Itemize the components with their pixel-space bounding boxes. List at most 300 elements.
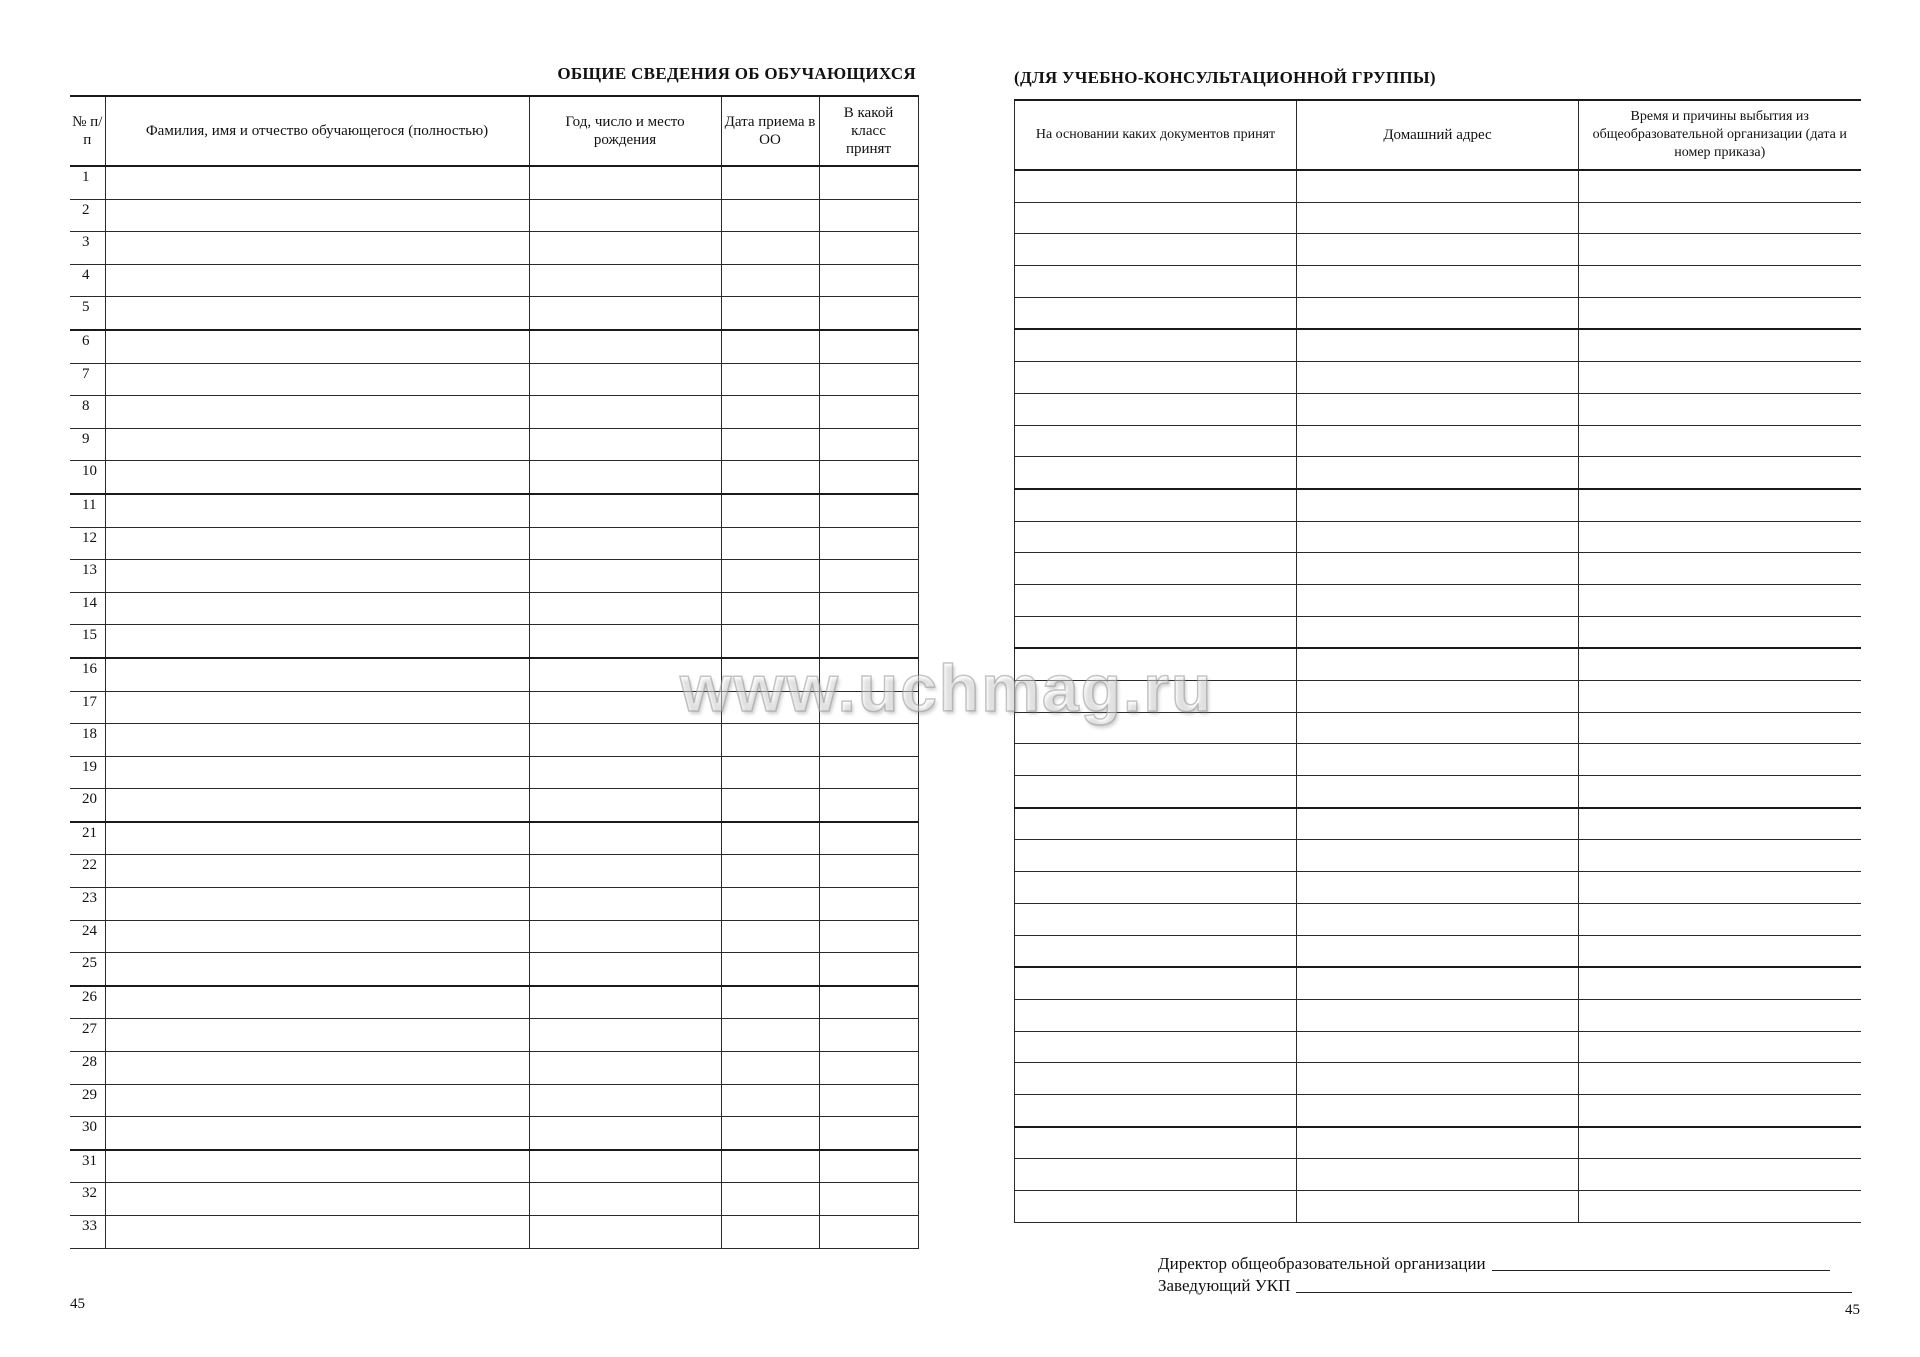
director-signature-blank [1492,1269,1830,1271]
table-cell [1579,967,1861,999]
table-cell [105,396,529,429]
table-cell [105,428,529,461]
table-cell [1015,425,1297,457]
table-cell [1579,999,1861,1031]
row-number: 5 [70,297,105,330]
table-cell [529,1117,721,1150]
table-cell [1015,616,1297,648]
table-row [70,592,918,625]
row-number: 24 [70,920,105,953]
table-cell [1297,329,1579,361]
table-cell [1579,425,1861,457]
table-cell [1297,1094,1579,1126]
table-row [70,724,918,757]
table-cell [1579,1159,1861,1191]
table-cell [819,1183,918,1216]
table-row [1015,935,1861,967]
table-cell [819,986,918,1019]
table-cell [1015,776,1297,808]
table-row [1015,266,1861,298]
table-row [1015,202,1861,234]
table-cell [819,658,918,691]
table-cell [1579,840,1861,872]
table-cell [721,232,819,265]
table-cell [1579,362,1861,394]
table-cell [1297,362,1579,394]
table-cell [721,396,819,429]
table-cell [105,1019,529,1052]
table-cell [1297,489,1579,521]
table-cell [819,756,918,789]
table-cell [105,1183,529,1216]
table-cell [105,264,529,297]
row-number: 28 [70,1052,105,1085]
table-cell [1579,776,1861,808]
table-cell [1579,1063,1861,1095]
table-cell [1297,872,1579,904]
row-number: 33 [70,1216,105,1249]
column-header: На основании каких документов принят [1015,100,1297,170]
row-number: 22 [70,855,105,888]
table-cell [105,494,529,527]
table-row [70,1019,918,1052]
watermark-text: www.uchmag.ru [680,651,1214,725]
table-row [1015,1127,1861,1159]
row-number: 18 [70,724,105,757]
row-number: 2 [70,199,105,232]
table-cell [819,461,918,494]
table-cell [1579,616,1861,648]
table-cell [721,658,819,691]
row-number: 1 [70,166,105,199]
table-row [70,1216,918,1249]
table-cell [529,1216,721,1249]
row-number: 20 [70,789,105,822]
table-cell [105,527,529,560]
table-cell [721,428,819,461]
right-page-number: 45 [1845,1302,1860,1318]
table-cell [105,1216,529,1249]
table-cell [1297,712,1579,744]
table-cell [1297,393,1579,425]
table-cell [529,855,721,888]
table-cell [529,592,721,625]
table-cell [1297,266,1579,298]
table-row [1015,489,1861,521]
row-number: 12 [70,527,105,560]
table-cell [1015,744,1297,776]
table-row [70,789,918,822]
table-cell [529,789,721,822]
column-header: Год, число и место рождения [529,96,721,166]
table-cell [819,1216,918,1249]
table-cell [721,166,819,199]
table-cell [529,461,721,494]
table-cell [529,1084,721,1117]
table-cell [105,1084,529,1117]
table-cell [1015,362,1297,394]
table-header-row [1015,100,1861,170]
table-cell [721,1052,819,1085]
table-cell [529,560,721,593]
table-row [70,199,918,232]
table-row [70,166,918,199]
table-cell [819,527,918,560]
table-row [70,822,918,855]
table-row [70,1183,918,1216]
table-cell [1297,202,1579,234]
table-cell [721,953,819,986]
table-cell [721,724,819,757]
table-cell [819,264,918,297]
table-cell [819,953,918,986]
table-cell [529,953,721,986]
table-cell [529,888,721,921]
table-row [1015,170,1861,202]
table-cell [529,691,721,724]
table-cell [1015,681,1297,713]
row-number: 3 [70,232,105,265]
table-cell [1297,999,1579,1031]
table-row [1015,425,1861,457]
table-cell [721,789,819,822]
table-cell [1015,553,1297,585]
table-cell [529,986,721,1019]
table-cell [105,855,529,888]
row-number: 31 [70,1150,105,1183]
table-cell [819,396,918,429]
table-row [70,986,918,1019]
table-cell [1579,872,1861,904]
table-cell [819,822,918,855]
table-cell [721,330,819,363]
table-row [70,1052,918,1085]
table-cell [819,330,918,363]
table-cell [1015,234,1297,266]
table-row [70,494,918,527]
table-cell [105,1150,529,1183]
table-cell [1297,967,1579,999]
table-cell [1015,297,1297,329]
table-cell [721,1084,819,1117]
table-cell [819,1084,918,1117]
table-cell [819,592,918,625]
left-page-title: ОБЩИЕ СВЕДЕНИЯ ОБ ОБУЧАЮЩИХСЯ [557,64,916,83]
column-header: Время и причины выбытия из общеобразовательной организации (дата и номер приказа) [1579,100,1861,170]
table-cell [1579,553,1861,585]
table-row [1015,1094,1861,1126]
table-cell [1297,553,1579,585]
table-cell [721,1216,819,1249]
table-row [70,953,918,986]
table-cell [1297,457,1579,489]
table-cell [1015,1063,1297,1095]
table-cell [1015,808,1297,840]
table-cell [1297,170,1579,202]
table-cell [1297,1127,1579,1159]
table-cell [721,363,819,396]
right-page-title: (ДЛЯ УЧЕБНО-КОНСУЛЬТАЦИОННОЙ ГРУППЫ) [1014,68,1436,87]
table-cell [1015,967,1297,999]
table-cell [1297,808,1579,840]
table-row [70,264,918,297]
table-cell [105,986,529,1019]
table-cell [1579,808,1861,840]
table-cell [721,560,819,593]
column-header: № п/п [70,96,105,166]
students-info-table [70,95,919,1249]
table-cell [819,363,918,396]
table-cell [1579,234,1861,266]
table-row [1015,1063,1861,1095]
table-cell [1015,1159,1297,1191]
head-signature-label: Заведующий УКП [1158,1276,1291,1295]
table-cell [1579,266,1861,298]
table-cell [529,920,721,953]
table-cell [819,232,918,265]
table-cell [819,428,918,461]
row-number: 9 [70,428,105,461]
table-cell [105,592,529,625]
table-cell [1579,1191,1861,1223]
table-row [70,428,918,461]
table-cell [819,1117,918,1150]
table-cell [1297,297,1579,329]
table-row [70,461,918,494]
table-cell [105,888,529,921]
row-number: 29 [70,1084,105,1117]
table-cell [529,527,721,560]
row-number: 4 [70,264,105,297]
director-signature-label: Директор общеобразовательной организации [1158,1254,1486,1273]
table-cell [1015,266,1297,298]
table-cell [105,756,529,789]
head-signature-line [1158,1276,1852,1296]
table-cell [1297,935,1579,967]
table-row [1015,776,1861,808]
table-row [1015,553,1861,585]
table-cell [1579,1127,1861,1159]
table-cell [721,1019,819,1052]
table-cell [721,1117,819,1150]
table-cell [1015,489,1297,521]
table-cell [1297,681,1579,713]
table-row [1015,393,1861,425]
table-row [1015,999,1861,1031]
table-row [1015,1031,1861,1063]
table-cell [529,1150,721,1183]
table-cell [721,199,819,232]
table-row [1015,1191,1861,1223]
table-cell [529,1183,721,1216]
table-row [1015,967,1861,999]
table-cell [105,789,529,822]
table-cell [105,330,529,363]
table-cell [721,691,819,724]
table-cell [529,428,721,461]
table-row [1015,840,1861,872]
table-cell [1015,521,1297,553]
table-cell [105,658,529,691]
table-row [1015,521,1861,553]
table-cell [529,625,721,658]
table-row [1015,903,1861,935]
table-header-row [70,96,918,166]
table-cell [1015,648,1297,680]
table-cell [819,1019,918,1052]
table-row [70,297,918,330]
row-number: 27 [70,1019,105,1052]
table-cell [819,166,918,199]
table-cell [1579,584,1861,616]
table-cell [721,494,819,527]
table-cell [1297,1031,1579,1063]
table-cell [1015,393,1297,425]
row-number: 32 [70,1183,105,1216]
table-cell [721,855,819,888]
column-header: В какой класс принят [819,96,918,166]
table-cell [721,756,819,789]
table-row [70,855,918,888]
table-cell [1579,457,1861,489]
table-cell [105,297,529,330]
table-cell [529,1019,721,1052]
table-row [70,363,918,396]
column-header: Дата приема в ОО [721,96,819,166]
table-cell [1579,935,1861,967]
table-cell [105,232,529,265]
table-cell [721,264,819,297]
table-cell [1297,776,1579,808]
table-cell [819,494,918,527]
table-cell [1015,1127,1297,1159]
table-row [70,658,918,691]
row-number: 17 [70,691,105,724]
table-row [1015,329,1861,361]
table-cell [1579,648,1861,680]
table-cell [721,527,819,560]
table-cell [105,199,529,232]
table-row [70,232,918,265]
table-cell [1015,872,1297,904]
table-cell [1297,648,1579,680]
table-cell [529,166,721,199]
table-cell [819,297,918,330]
table-cell [105,920,529,953]
table-cell [529,724,721,757]
table-cell [819,560,918,593]
table-cell [529,494,721,527]
head-signature-blank [1296,1291,1852,1293]
table-cell [1579,712,1861,744]
table-row [1015,234,1861,266]
table-cell [1015,584,1297,616]
table-row [1015,744,1861,776]
table-row [1015,297,1861,329]
table-cell [819,855,918,888]
table-row [70,330,918,363]
table-cell [1297,1159,1579,1191]
table-cell [721,297,819,330]
table-row [1015,712,1861,744]
column-header: Фамилия, имя и отчество обучающегося (полностью) [105,96,529,166]
row-number: 16 [70,658,105,691]
table-cell [1579,297,1861,329]
table-cell [105,724,529,757]
table-row [70,1084,918,1117]
table-cell [1579,489,1861,521]
row-number: 30 [70,1117,105,1150]
table-cell [819,724,918,757]
row-number: 10 [70,461,105,494]
table-row [70,888,918,921]
table-cell [1579,681,1861,713]
table-cell [1015,935,1297,967]
table-cell [1579,744,1861,776]
table-cell [1297,840,1579,872]
table-cell [105,461,529,494]
row-number: 15 [70,625,105,658]
table-row [1015,872,1861,904]
table-cell [1015,712,1297,744]
table-cell [721,592,819,625]
table-row [70,527,918,560]
table-row [70,625,918,658]
table-cell [721,1183,819,1216]
table-cell [1015,170,1297,202]
director-signature-line [1158,1254,1830,1274]
table-cell [105,953,529,986]
left-page-number: 45 [70,1296,85,1312]
table-cell [529,396,721,429]
table-cell [529,756,721,789]
table-cell [721,1150,819,1183]
table-row [70,756,918,789]
table-cell [1297,521,1579,553]
table-row [70,1150,918,1183]
table-row [70,1117,918,1150]
table-row [1015,362,1861,394]
table-cell [1297,584,1579,616]
table-cell [1579,521,1861,553]
table-cell [819,920,918,953]
table-cell [529,822,721,855]
table-cell [1015,1031,1297,1063]
column-header: Домашний адрес [1297,100,1579,170]
table-row [1015,648,1861,680]
table-cell [105,363,529,396]
table-cell [105,1117,529,1150]
table-cell [1297,1063,1579,1095]
row-number: 13 [70,560,105,593]
row-number: 7 [70,363,105,396]
row-number: 14 [70,592,105,625]
table-cell [1579,393,1861,425]
table-cell [529,658,721,691]
table-cell [1579,1031,1861,1063]
table-cell [819,625,918,658]
table-cell [529,297,721,330]
table-cell [1015,202,1297,234]
row-number: 11 [70,494,105,527]
row-number: 8 [70,396,105,429]
table-cell [819,691,918,724]
row-number: 25 [70,953,105,986]
table-cell [819,199,918,232]
table-cell [105,822,529,855]
row-number: 19 [70,756,105,789]
table-cell [529,330,721,363]
